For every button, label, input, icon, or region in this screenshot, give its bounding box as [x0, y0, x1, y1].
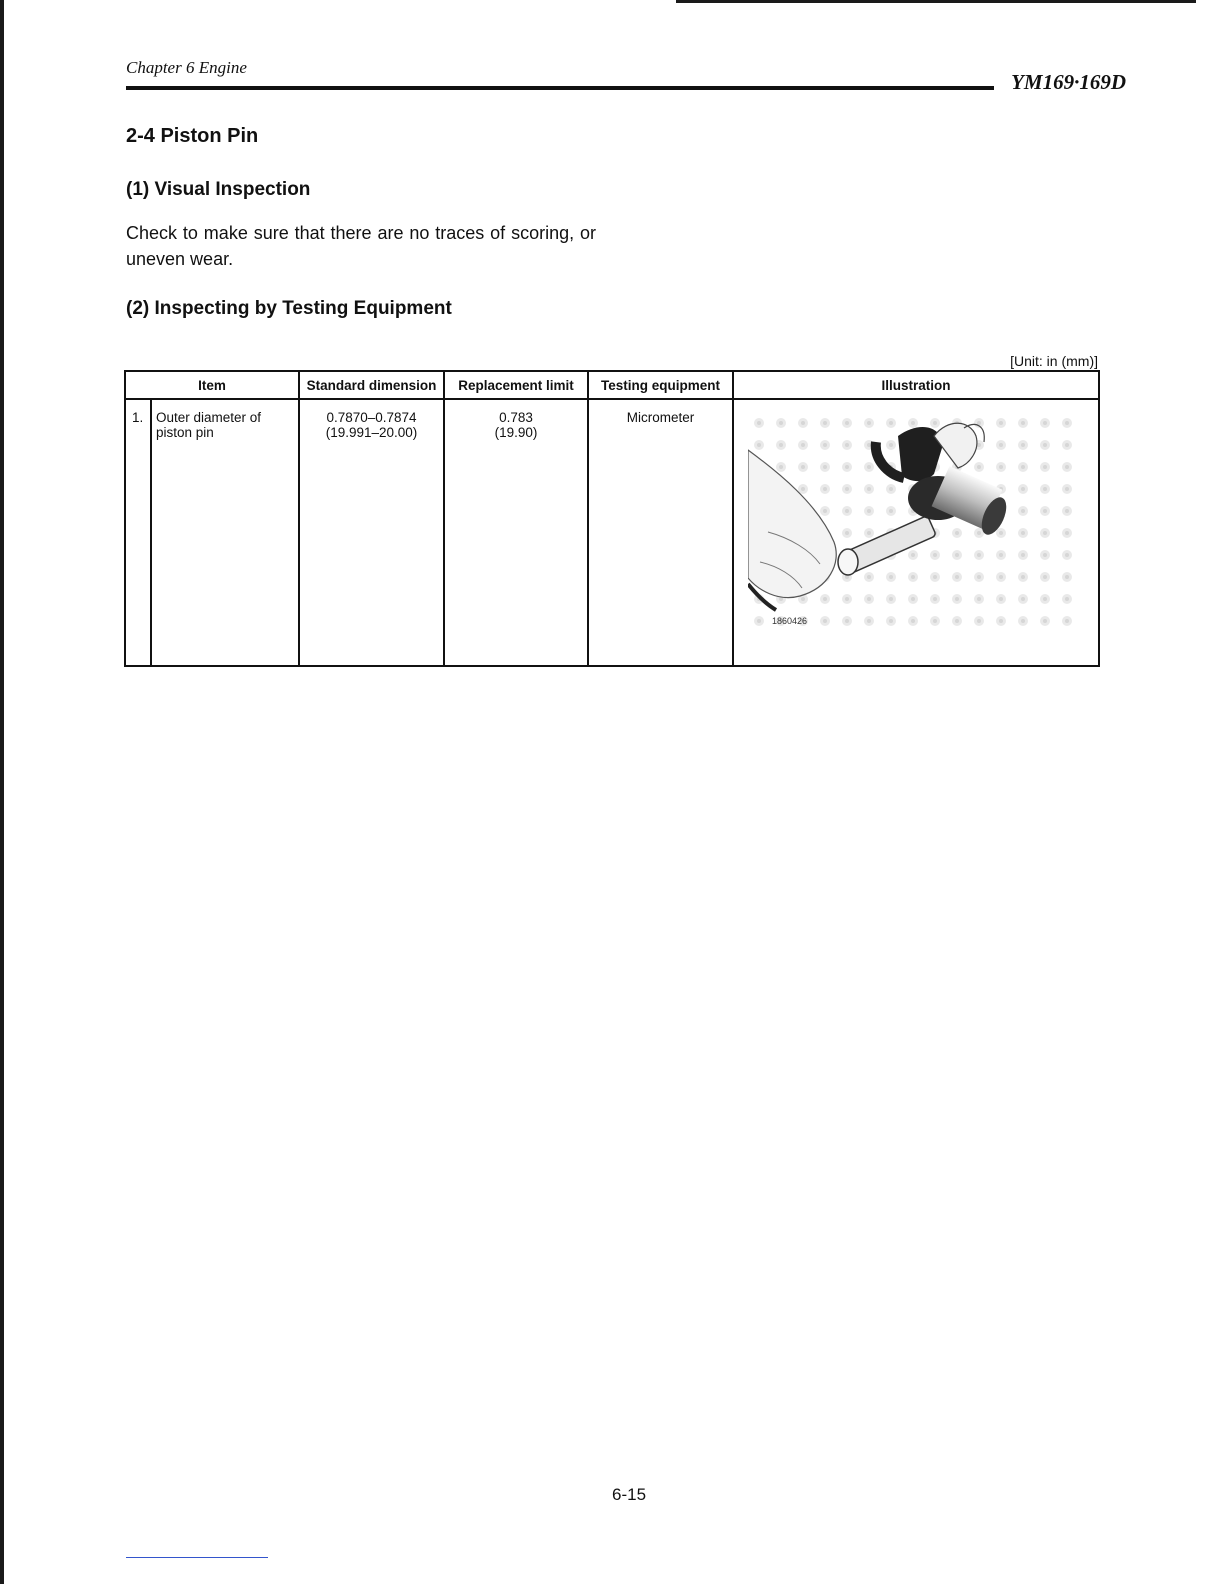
table-row: [125, 399, 1099, 666]
chapter-title: Chapter 6 Engine: [126, 58, 247, 77]
equipment-cell: Micrometer: [588, 399, 733, 666]
visual-inspection-text: Check to make sure that there are no traces of scoring, or uneven wear.: [126, 223, 596, 269]
micrometer-illustration: [748, 412, 1082, 634]
limit-mm-value: (19.90): [494, 425, 538, 440]
micrometer-photo: [748, 412, 1082, 634]
row-number: 1.: [125, 399, 151, 666]
table-header-row: [125, 371, 1099, 399]
header-rule: [126, 86, 994, 90]
col-header-illustration: Illustration: [733, 371, 1099, 399]
limit-inch-value: 0.783: [499, 410, 533, 425]
inspection-table: [124, 370, 1100, 667]
col-header-equipment: Testing equipment: [588, 371, 733, 399]
item-cell: Outer diameter of piston pin: [151, 399, 299, 666]
standard-mm-value: (19.991–20.00): [325, 425, 418, 440]
col-header-limit: Replacement limit: [444, 371, 588, 399]
section-title: 2-4 Piston Pin: [126, 125, 259, 147]
col-header-item: Item: [125, 371, 299, 399]
page-edge-bar: [0, 0, 4, 1584]
standard-inch-value: 0.7870–0.7874: [326, 410, 417, 425]
limit-cell: [444, 399, 588, 666]
unit-note: [Unit: in (mm)]: [1010, 353, 1098, 369]
model-code: YM169·169D: [1011, 70, 1126, 94]
figure-code: 1860426: [772, 616, 808, 626]
col-header-standard: Standard dimension: [299, 371, 444, 399]
visual-inspection-heading: (1) Visual Inspection: [126, 179, 311, 200]
top-edge-rule: [676, 0, 1196, 3]
illustration-cell: [733, 399, 1099, 666]
testing-heading: (2) Inspecting by Testing Equipment: [126, 298, 452, 319]
footer-link-rule: [126, 1557, 268, 1558]
page-number: 6-15: [612, 1485, 647, 1504]
standard-cell: [299, 399, 444, 666]
